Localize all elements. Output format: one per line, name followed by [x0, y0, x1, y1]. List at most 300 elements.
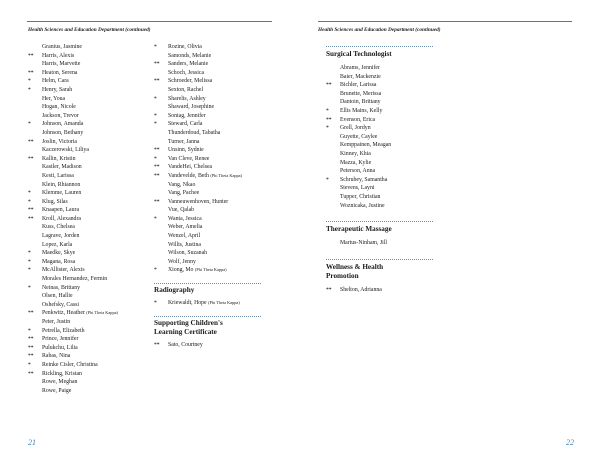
list-item	[154, 86, 274, 95]
honor-mark: **	[154, 341, 160, 348]
list-item	[154, 189, 274, 198]
honor-mark: **	[326, 116, 332, 123]
student-name-text: Sanders, Melanie	[168, 61, 209, 68]
student-name-text: Kuss, Chelsea	[42, 224, 75, 231]
student-name-text: Johnson, Amanda	[42, 121, 84, 128]
student-name	[42, 284, 80, 293]
student-name	[168, 95, 206, 104]
list-item	[154, 232, 274, 241]
student-name-text: Weber, Amelia	[168, 224, 203, 231]
student-name-text: Tupper, Christian	[340, 193, 381, 200]
header-rule	[318, 21, 572, 22]
student-name	[42, 309, 118, 318]
student-name-text: Rowe, Meghan	[42, 379, 78, 386]
student-name	[42, 378, 77, 387]
student-name-text: Schoch, Jessica	[168, 69, 205, 76]
student-name	[42, 318, 70, 327]
student-name-text: Lopez, Karla	[42, 241, 73, 248]
list-item	[326, 202, 436, 211]
student-name-text: Lagrave, Jorden	[42, 233, 80, 240]
student-name-text: Guyette, Caylee	[340, 133, 378, 140]
honor-mark: *	[28, 198, 31, 205]
list-item	[326, 159, 436, 168]
section-divider	[326, 259, 433, 260]
honor-society-label: (Phi Theta Kappa)	[208, 300, 240, 306]
list-item	[28, 284, 148, 293]
honor-mark: **	[28, 138, 34, 145]
student-name-text: Rabas, Nina	[42, 353, 71, 360]
honor-mark: **	[28, 207, 34, 214]
list-item	[154, 258, 274, 267]
student-name	[42, 69, 77, 78]
student-name	[42, 181, 80, 190]
honor-mark: *	[28, 284, 31, 291]
list-item	[28, 275, 148, 284]
list-item	[326, 133, 436, 142]
student-name-text: Unsinn, Sydnie	[168, 147, 204, 154]
student-name-text: Rowe, Paige	[42, 387, 72, 394]
honor-mark: *	[154, 95, 157, 102]
student-name-text: Sontag, Jennifer	[168, 112, 206, 119]
student-name-text: Harris, Marvette	[42, 61, 81, 68]
student-name	[42, 138, 77, 147]
list-item	[28, 189, 148, 198]
name-list-column-2	[154, 43, 274, 349]
honor-mark: *	[326, 125, 329, 132]
surgical-names	[326, 64, 436, 210]
list-item	[154, 138, 274, 147]
list-item	[28, 301, 148, 310]
page-header: Health Sciences and Education Department (continued)	[318, 27, 441, 33]
student-name-text: Kroll, Alexandra	[42, 215, 81, 222]
section-divider	[154, 316, 261, 317]
student-name-text: Mazza, Kylie	[340, 159, 372, 166]
student-name-text: Wanta, Jessica	[168, 215, 202, 222]
list-item	[326, 176, 436, 185]
student-name	[42, 43, 82, 52]
student-name	[42, 112, 79, 121]
student-name-text: Penkwitz, Heather	[42, 310, 85, 317]
student-name-text: Thunderdoud, Tabatha	[168, 129, 221, 136]
student-name	[42, 361, 98, 370]
honor-society-label: (Phi Theta Kappa)	[86, 310, 118, 316]
student-name-text: Helm, Cara	[42, 78, 69, 85]
list-item	[28, 344, 148, 353]
list-item	[154, 215, 274, 224]
list-item	[28, 309, 148, 318]
honor-mark: *	[326, 107, 329, 114]
honor-mark: *	[28, 361, 31, 368]
list-item	[326, 107, 436, 116]
student-name	[168, 155, 209, 164]
student-name-text: Schroeder, Melissa	[168, 78, 213, 85]
page-number: 21	[28, 438, 36, 447]
student-name	[42, 52, 74, 61]
student-name	[340, 133, 377, 142]
list-item	[326, 90, 436, 99]
student-name	[42, 344, 78, 353]
student-name	[168, 69, 204, 78]
honor-society-label: (Phi Theta Kappa)	[210, 172, 243, 178]
list-item	[326, 286, 436, 295]
honor-mark: **	[28, 336, 34, 343]
student-name-text: Pulukchu, Lilia	[42, 344, 78, 351]
section-divider	[326, 221, 433, 222]
student-name-text: Harris, Alexis	[42, 52, 75, 59]
radiography-names	[154, 299, 274, 308]
student-name-text: McAllister, Alexis	[42, 267, 85, 274]
student-name	[340, 202, 385, 211]
student-name-text: Martus-Ninham, Jill	[340, 240, 388, 247]
student-name-text: Sexton, Rachel	[168, 86, 204, 93]
student-name-text: Turner, Janna	[168, 138, 200, 145]
page-header: Health Sciences and Education Department (continued)	[28, 27, 151, 33]
list-item	[154, 163, 274, 172]
list-item	[326, 64, 436, 73]
student-name	[168, 189, 199, 198]
header-rule	[27, 21, 272, 22]
list-item	[28, 241, 148, 250]
student-name	[340, 107, 382, 116]
list-item	[326, 167, 436, 176]
list-item	[28, 181, 148, 190]
student-name	[42, 387, 71, 396]
student-name	[42, 232, 79, 241]
honor-mark: *	[28, 190, 31, 197]
student-name-text: Reinke Cisler, Christina	[42, 361, 98, 368]
student-name	[340, 64, 380, 73]
student-name	[42, 146, 89, 155]
student-name-text: Olsen, Hallie	[42, 293, 73, 300]
student-name	[42, 172, 74, 181]
honor-mark: **	[154, 198, 160, 205]
childrens-cert-names	[154, 341, 274, 350]
list-item	[28, 292, 148, 301]
student-name-text: Jackson, Trevor	[42, 112, 79, 119]
student-name-text: Klein, Rhiannon	[42, 181, 81, 188]
student-name-text: Stevens, Layni	[340, 185, 375, 192]
student-name	[42, 301, 79, 310]
honor-mark: **	[28, 215, 34, 222]
list-item	[154, 206, 274, 215]
student-name	[42, 370, 82, 379]
honor-mark: **	[326, 82, 332, 89]
student-name	[340, 81, 376, 90]
list-item	[154, 69, 274, 78]
student-name	[42, 292, 73, 301]
list-item	[28, 86, 148, 95]
honor-mark: **	[28, 69, 34, 76]
student-name-text: Her, Youa	[42, 95, 66, 102]
student-name-text: Granius, Jasmine	[42, 44, 82, 50]
student-name	[42, 60, 80, 69]
list-item	[154, 43, 274, 52]
honor-mark: *	[28, 267, 31, 274]
student-name	[42, 249, 75, 258]
honor-society-label: (Phi Theta Kappa)	[194, 267, 227, 273]
honor-mark: *	[154, 267, 157, 274]
student-name-text: Grell, Jordyn	[340, 125, 371, 132]
honor-mark: *	[28, 78, 31, 85]
student-name-text: Vang, Pachee	[168, 190, 200, 197]
list-item	[326, 73, 436, 82]
list-item	[154, 249, 274, 258]
list-item	[326, 98, 436, 107]
right-page	[300, 0, 600, 463]
list-item	[326, 150, 436, 159]
list-item	[154, 223, 274, 232]
student-name-text: Vandevelde, Beth	[168, 172, 209, 179]
student-name	[340, 159, 371, 168]
student-name-text: Baier, Mackenzie	[340, 73, 381, 80]
list-item	[28, 163, 148, 172]
student-name-text: Abrams, Jennifer	[340, 65, 380, 71]
list-item	[28, 249, 148, 258]
student-name-text: VandeHei, Chelsea	[168, 164, 213, 171]
student-name	[42, 352, 70, 361]
list-item	[28, 103, 148, 112]
student-name	[168, 258, 196, 267]
student-name-text: Kaczerowski, Liliya	[42, 147, 90, 154]
student-name	[340, 90, 381, 99]
list-item	[154, 95, 274, 104]
list-item	[28, 198, 148, 207]
student-name	[168, 266, 227, 275]
section-divider	[154, 283, 261, 284]
student-name	[168, 215, 202, 224]
student-name-text: Kemppainen, Meagan	[340, 142, 392, 149]
section-title-wellness-line1: Wellness & Health	[326, 262, 384, 271]
list-item	[154, 155, 274, 164]
honor-mark: *	[28, 250, 31, 257]
list-item	[326, 124, 436, 133]
list-item	[154, 241, 274, 250]
student-name-text: Petrella, Elizabeth	[42, 327, 85, 334]
student-name-text: Bichler, Larissa	[340, 82, 377, 89]
student-name-text: Rozine, Olivia	[168, 44, 202, 50]
name-list-column-1	[28, 43, 148, 395]
wellness-names	[326, 286, 436, 295]
student-name	[168, 86, 203, 95]
programs-column	[326, 46, 436, 294]
honor-mark: *	[28, 121, 31, 128]
student-name	[168, 241, 201, 250]
student-name	[42, 155, 76, 164]
honor-mark: *	[154, 44, 157, 50]
student-name-text: Oshefsky, Cassi	[42, 301, 79, 308]
student-name-text: Neinas, Brittany	[42, 284, 80, 291]
list-item	[154, 172, 274, 181]
student-name	[42, 223, 75, 232]
student-name	[340, 193, 380, 202]
student-name-text: Kesti, Larissa	[42, 172, 74, 179]
student-name	[168, 249, 207, 258]
list-item	[28, 60, 148, 69]
list-item	[154, 266, 274, 275]
student-name	[168, 341, 203, 350]
student-name	[168, 120, 202, 129]
list-item	[326, 116, 436, 125]
list-item	[154, 181, 274, 190]
student-name	[340, 150, 371, 159]
student-name-text: Ellis Mains, Kelly	[340, 107, 383, 114]
list-item	[28, 361, 148, 370]
student-name	[168, 138, 199, 147]
list-item	[326, 239, 436, 248]
honor-mark: *	[154, 121, 157, 128]
student-name-text: Heaton, Serena	[42, 69, 78, 76]
student-name	[42, 95, 65, 104]
list-item	[28, 138, 148, 147]
list-item	[154, 120, 274, 129]
list-item	[28, 95, 148, 104]
list-item	[28, 155, 148, 164]
page-number: 22	[566, 438, 574, 447]
student-name-text: Vang, Nkao	[168, 181, 196, 188]
student-name	[42, 120, 83, 129]
student-name-text: Knaapen, Laura	[42, 207, 80, 214]
student-name-text: Sharelis, Ashley	[168, 95, 206, 102]
honor-mark: **	[154, 78, 160, 85]
list-item	[154, 60, 274, 69]
student-name-text: Maedke, Skye	[42, 250, 76, 257]
student-name	[42, 266, 85, 275]
student-name	[42, 198, 68, 207]
student-name-text: Henry, Sarah	[42, 86, 73, 93]
student-name	[340, 286, 382, 295]
student-name	[340, 116, 375, 125]
student-name-text: Peter, Justin	[42, 319, 71, 325]
student-name	[168, 232, 200, 241]
student-name-text: Sato, Courtney	[168, 341, 203, 348]
list-item	[28, 266, 148, 275]
student-name-text: Johnson, Bethany	[42, 129, 84, 136]
honor-mark: **	[28, 52, 34, 59]
list-item	[154, 341, 274, 350]
list-item	[28, 370, 148, 379]
section-title-radiography: Radiography	[154, 286, 195, 295]
list-item	[28, 69, 148, 78]
student-name	[168, 163, 212, 172]
student-name	[42, 258, 75, 267]
honor-mark: **	[28, 370, 34, 377]
list-item	[28, 318, 148, 327]
list-item	[28, 378, 148, 387]
list-item	[28, 232, 148, 241]
list-item	[154, 198, 274, 207]
student-name	[168, 103, 214, 112]
honor-mark: *	[154, 112, 157, 119]
student-name-text: Rickling, Kristan	[42, 370, 82, 377]
student-name	[42, 335, 78, 344]
list-item	[154, 146, 274, 155]
student-name-text: Kallin, Kristin	[42, 155, 76, 162]
list-item	[28, 52, 148, 61]
list-item	[154, 299, 274, 308]
list-item	[28, 327, 148, 336]
student-name-text: Klug, Silas	[42, 198, 68, 205]
student-name	[42, 163, 82, 172]
student-name-text: Joslin, Victoria	[42, 138, 77, 145]
student-name-text: Kastler, Madison	[42, 164, 82, 171]
student-name	[168, 77, 212, 86]
student-name-text: Van Cleve, Renee	[168, 155, 210, 162]
student-name	[42, 215, 81, 224]
student-name	[168, 60, 208, 69]
student-name	[42, 206, 79, 215]
student-name-text: Klemme, Lauren	[42, 190, 82, 197]
list-item	[28, 120, 148, 129]
student-name-text: Peterson, Anna	[340, 168, 376, 175]
list-item	[326, 193, 436, 202]
honor-mark: *	[154, 215, 157, 222]
student-name-text: Hogan, Nicole	[42, 104, 76, 111]
student-name-text: Samonds, Melanie	[168, 52, 212, 59]
list-item	[326, 141, 436, 150]
student-name	[168, 52, 211, 61]
student-name	[42, 86, 72, 95]
section-title-massage: Therapeutic Massage	[326, 225, 392, 234]
list-item	[28, 387, 148, 396]
list-item	[28, 215, 148, 224]
honor-mark: **	[154, 61, 160, 68]
list-item	[28, 206, 148, 215]
student-name	[168, 112, 206, 121]
list-item	[28, 146, 148, 155]
list-item	[326, 184, 436, 193]
student-name-text: Steward, Carla	[168, 121, 203, 128]
student-name	[168, 299, 240, 308]
student-name	[42, 189, 81, 198]
honor-mark: **	[154, 147, 160, 154]
list-item	[28, 352, 148, 361]
student-name	[42, 129, 83, 138]
student-name-text: Shaward, Josephine	[168, 104, 215, 111]
student-name-text: Vue, Qalab	[168, 207, 195, 214]
student-name	[168, 223, 202, 232]
student-name	[168, 181, 195, 190]
list-item	[28, 43, 148, 52]
list-item	[28, 112, 148, 121]
honor-mark: **	[28, 353, 34, 360]
student-name	[340, 141, 391, 150]
student-name-text: Wenzel, April	[168, 233, 201, 240]
honor-mark: *	[28, 86, 31, 93]
student-name	[168, 206, 194, 215]
list-item	[326, 81, 436, 90]
honor-mark: **	[154, 172, 160, 179]
student-name-text: Schrubey, Samantha	[340, 176, 388, 183]
list-item	[28, 223, 148, 232]
massage-names	[326, 239, 436, 248]
honor-mark: *	[154, 155, 157, 162]
honor-mark: **	[326, 286, 332, 293]
student-name	[42, 327, 85, 336]
student-name-text: Shelton, Adrianna	[340, 286, 382, 293]
student-name-text: Evenson, Erica	[340, 116, 376, 123]
student-name-text: Woznicaka, Justine	[340, 202, 385, 209]
student-name	[42, 103, 76, 112]
list-item	[154, 52, 274, 61]
student-name	[340, 184, 374, 193]
list-item	[28, 258, 148, 267]
list-item	[154, 129, 274, 138]
honor-mark: **	[28, 344, 34, 351]
student-name	[168, 146, 204, 155]
list-item	[28, 335, 148, 344]
student-name	[340, 98, 381, 107]
list-item	[28, 129, 148, 138]
